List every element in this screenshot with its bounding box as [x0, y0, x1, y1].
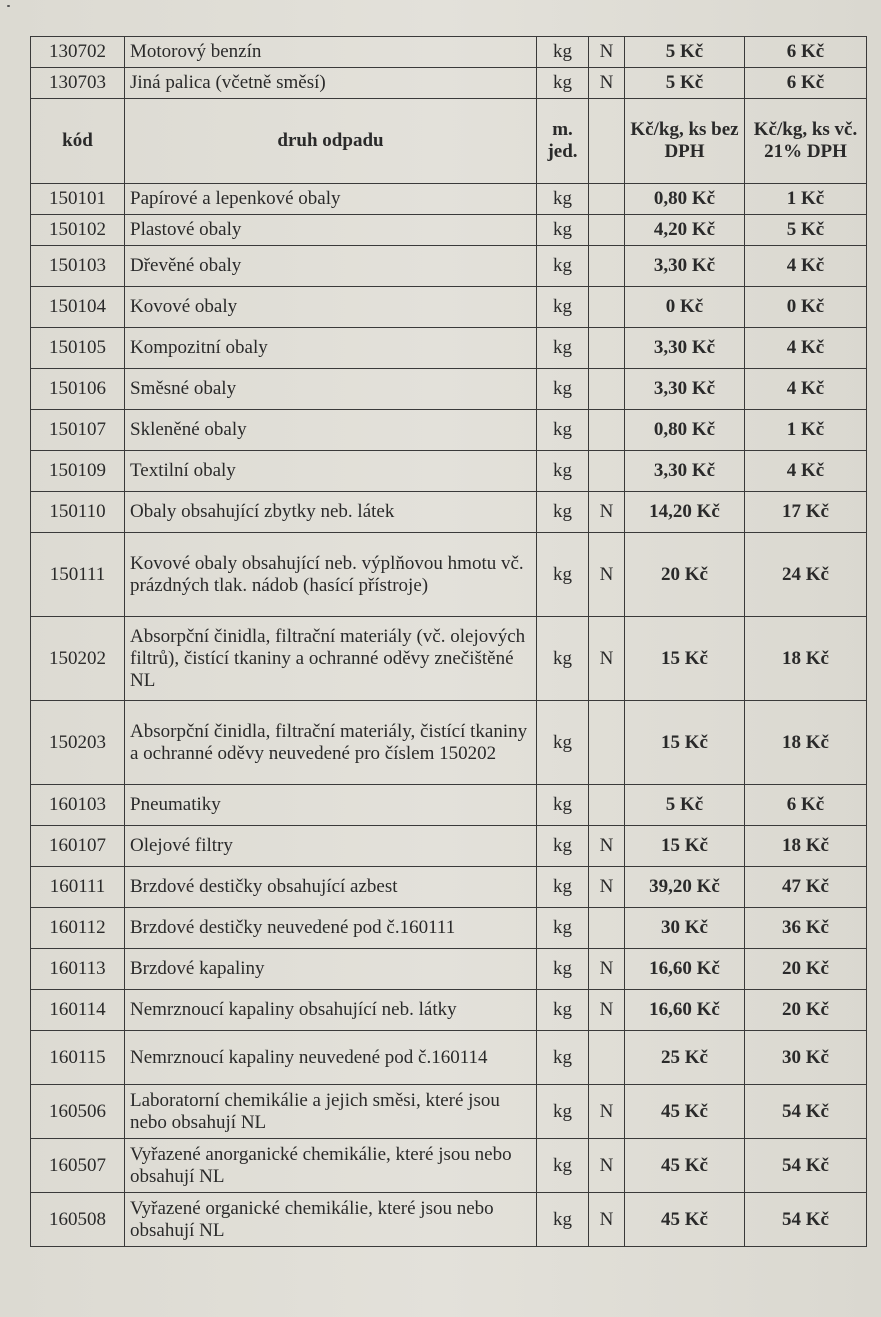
cell-code: 150107 — [31, 410, 125, 451]
cell-flag: N — [589, 949, 625, 990]
cell-unit: kg — [537, 533, 589, 617]
cell-price-vat: 4 Kč — [745, 246, 867, 287]
table-row — [31, 68, 867, 99]
header-price-vat: Kč/kg, ks vč. 21% DPH — [745, 99, 867, 184]
cell-price-vat: 5 Kč — [745, 215, 867, 246]
cell-code: 160111 — [31, 867, 125, 908]
cell-price-vat: 24 Kč — [745, 533, 867, 617]
cell-flag: N — [589, 990, 625, 1031]
cell-flag: N — [589, 533, 625, 617]
table-header — [31, 99, 867, 184]
cell-unit: kg — [537, 908, 589, 949]
cell-flag: N — [589, 1139, 625, 1193]
cell-flag — [589, 215, 625, 246]
cell-flag: N — [589, 1085, 625, 1139]
cell-unit: kg — [537, 68, 589, 99]
cell-price-vat: 4 Kč — [745, 451, 867, 492]
cell-name: Olejové filtry — [125, 826, 537, 867]
cell-price-vat: 18 Kč — [745, 826, 867, 867]
cell-unit: kg — [537, 215, 589, 246]
cell-flag: N — [589, 1193, 625, 1247]
header-unit: m. jed. — [537, 99, 589, 184]
cell-price-net: 15 Kč — [625, 617, 745, 701]
table-row — [31, 785, 867, 826]
cell-name: Dřevěné obaly — [125, 246, 537, 287]
table-row — [31, 184, 867, 215]
cell-price-vat: 0 Kč — [745, 287, 867, 328]
cell-price-net: 3,30 Kč — [625, 451, 745, 492]
table-row — [31, 826, 867, 867]
table-row — [31, 410, 867, 451]
cell-flag — [589, 184, 625, 215]
cell-price-net: 0 Kč — [625, 287, 745, 328]
table-row — [31, 990, 867, 1031]
header-flag — [589, 99, 625, 184]
cell-price-vat: 36 Kč — [745, 908, 867, 949]
cell-name: Obaly obsahující zbytky neb. látek — [125, 492, 537, 533]
cell-price-net: 0,80 Kč — [625, 410, 745, 451]
cell-price-net: 39,20 Kč — [625, 867, 745, 908]
cell-price-net: 0,80 Kč — [625, 184, 745, 215]
cell-price-net: 5 Kč — [625, 785, 745, 826]
table-row — [31, 287, 867, 328]
cell-unit: kg — [537, 990, 589, 1031]
cell-name: Vyřazené organické chemikálie, které jsou nebo obsahují NL — [125, 1193, 537, 1247]
cell-unit: kg — [537, 287, 589, 328]
cell-price-vat: 17 Kč — [745, 492, 867, 533]
cell-code: 150103 — [31, 246, 125, 287]
cell-unit: kg — [537, 617, 589, 701]
header-price-net: Kč/kg, ks bez DPH — [625, 99, 745, 184]
cell-price-net: 4,20 Kč — [625, 215, 745, 246]
cell-code: 160508 — [31, 1193, 125, 1247]
cell-name: Nemrznoucí kapaliny neuvedené pod č.160114 — [125, 1031, 537, 1085]
cell-price-vat: 6 Kč — [745, 37, 867, 68]
cell-name: Brzdové destičky neuvedené pod č.160111 — [125, 908, 537, 949]
cell-name: Nemrznoucí kapaliny obsahující neb. látky — [125, 990, 537, 1031]
cell-price-vat: 18 Kč — [745, 701, 867, 785]
cell-price-net: 14,20 Kč — [625, 492, 745, 533]
cell-code: 150111 — [31, 533, 125, 617]
cell-code: 160112 — [31, 908, 125, 949]
cell-price-vat: 54 Kč — [745, 1139, 867, 1193]
cell-name: Kompozitní obaly — [125, 328, 537, 369]
cell-price-vat: 6 Kč — [745, 68, 867, 99]
cell-code: 130702 — [31, 37, 125, 68]
header-row — [31, 99, 867, 184]
cell-name: Jiná palica (včetně směsí) — [125, 68, 537, 99]
table-top-rows — [31, 37, 867, 99]
cell-name: Pneumatiky — [125, 785, 537, 826]
cell-name: Motorový benzín — [125, 37, 537, 68]
cell-name: Směsné obaly — [125, 369, 537, 410]
cell-price-net: 45 Kč — [625, 1193, 745, 1247]
header-code: kód — [31, 99, 125, 184]
cell-unit: kg — [537, 1031, 589, 1085]
table-row — [31, 1193, 867, 1247]
table-row — [31, 369, 867, 410]
cell-name: Skleněné obaly — [125, 410, 537, 451]
table-row — [31, 908, 867, 949]
table-body — [31, 184, 867, 1247]
cell-price-net: 5 Kč — [625, 37, 745, 68]
cell-unit: kg — [537, 867, 589, 908]
table-row — [31, 533, 867, 617]
table-row — [31, 949, 867, 990]
cell-code: 160113 — [31, 949, 125, 990]
table-row — [31, 246, 867, 287]
cell-flag: N — [589, 826, 625, 867]
cell-unit: kg — [537, 785, 589, 826]
cell-flag — [589, 1031, 625, 1085]
cell-code: 150105 — [31, 328, 125, 369]
cell-price-vat: 4 Kč — [745, 328, 867, 369]
cell-flag — [589, 701, 625, 785]
cell-price-vat: 54 Kč — [745, 1085, 867, 1139]
cell-unit: kg — [537, 492, 589, 533]
cell-name: Laboratorní chemikálie a jejich směsi, které jsou nebo obsahují NL — [125, 1085, 537, 1139]
cell-code: 160506 — [31, 1085, 125, 1139]
table-row — [31, 1085, 867, 1139]
cell-name: Brzdové destičky obsahující azbest — [125, 867, 537, 908]
cell-price-vat: 18 Kč — [745, 617, 867, 701]
cell-code: 150101 — [31, 184, 125, 215]
cell-price-net: 25 Kč — [625, 1031, 745, 1085]
table-row — [31, 617, 867, 701]
cell-price-vat: 54 Kč — [745, 1193, 867, 1247]
cell-name: Textilní obaly — [125, 451, 537, 492]
cell-flag — [589, 785, 625, 826]
cell-flag: N — [589, 37, 625, 68]
cell-unit: kg — [537, 1139, 589, 1193]
cell-flag — [589, 369, 625, 410]
cell-flag — [589, 287, 625, 328]
cell-price-net: 45 Kč — [625, 1085, 745, 1139]
table-row — [31, 328, 867, 369]
cell-code: 160115 — [31, 1031, 125, 1085]
cell-flag — [589, 451, 625, 492]
cell-unit: kg — [537, 1085, 589, 1139]
cell-price-net: 20 Kč — [625, 533, 745, 617]
cell-price-vat: 30 Kč — [745, 1031, 867, 1085]
cell-price-vat: 1 Kč — [745, 410, 867, 451]
cell-name: Absorpční činidla, filtrační materiály (vč. olejových filtrů), čistící tkaniny a ochranné oděvy znečištěné NL — [125, 617, 537, 701]
cell-flag: N — [589, 867, 625, 908]
cell-name: Kovové obaly obsahující neb. výplňovou hmotu vč. prázdných tlak. nádob (hasící přístroje) — [125, 533, 537, 617]
cell-code: 150109 — [31, 451, 125, 492]
cell-name: Brzdové kapaliny — [125, 949, 537, 990]
cell-price-vat: 47 Kč — [745, 867, 867, 908]
cell-name: Kovové obaly — [125, 287, 537, 328]
table-row — [31, 1139, 867, 1193]
cell-name: Papírové a lepenkové obaly — [125, 184, 537, 215]
cell-unit: kg — [537, 37, 589, 68]
cell-unit: kg — [537, 1193, 589, 1247]
table-row — [31, 37, 867, 68]
cell-code: 160107 — [31, 826, 125, 867]
cell-name: Vyřazené anorganické chemikálie, které jsou nebo obsahují NL — [125, 1139, 537, 1193]
cell-unit: kg — [537, 184, 589, 215]
header-name: druh odpadu — [125, 99, 537, 184]
cell-price-net: 15 Kč — [625, 826, 745, 867]
cell-flag — [589, 246, 625, 287]
cell-code: 150104 — [31, 287, 125, 328]
cell-price-vat: 1 Kč — [745, 184, 867, 215]
cell-price-vat: 4 Kč — [745, 369, 867, 410]
scan-speck — [7, 5, 10, 7]
table-row — [31, 215, 867, 246]
cell-unit: kg — [537, 701, 589, 785]
cell-flag — [589, 410, 625, 451]
cell-price-net: 30 Kč — [625, 908, 745, 949]
cell-code: 160103 — [31, 785, 125, 826]
cell-unit: kg — [537, 246, 589, 287]
cell-flag — [589, 908, 625, 949]
cell-code: 150203 — [31, 701, 125, 785]
cell-flag — [589, 328, 625, 369]
cell-unit: kg — [537, 328, 589, 369]
cell-code: 150202 — [31, 617, 125, 701]
table-row — [31, 492, 867, 533]
cell-price-net: 3,30 Kč — [625, 328, 745, 369]
table-row — [31, 1031, 867, 1085]
cell-unit: kg — [537, 949, 589, 990]
table-row — [31, 867, 867, 908]
cell-price-net: 45 Kč — [625, 1139, 745, 1193]
cell-price-net: 15 Kč — [625, 701, 745, 785]
waste-price-table — [30, 36, 867, 1247]
cell-price-vat: 20 Kč — [745, 990, 867, 1031]
cell-price-vat: 20 Kč — [745, 949, 867, 990]
cell-price-net: 16,60 Kč — [625, 949, 745, 990]
cell-name: Plastové obaly — [125, 215, 537, 246]
cell-name: Absorpční činidla, filtrační materiály, čistící tkaniny a ochranné oděvy neuvedené pro číslem 150202 — [125, 701, 537, 785]
cell-code: 130703 — [31, 68, 125, 99]
cell-price-vat: 6 Kč — [745, 785, 867, 826]
cell-flag: N — [589, 492, 625, 533]
cell-code: 150102 — [31, 215, 125, 246]
cell-flag: N — [589, 68, 625, 99]
cell-code: 160507 — [31, 1139, 125, 1193]
cell-price-net: 16,60 Kč — [625, 990, 745, 1031]
cell-price-net: 3,30 Kč — [625, 246, 745, 287]
cell-unit: kg — [537, 826, 589, 867]
cell-code: 160114 — [31, 990, 125, 1031]
cell-unit: kg — [537, 410, 589, 451]
cell-price-net: 5 Kč — [625, 68, 745, 99]
cell-code: 150106 — [31, 369, 125, 410]
table-row — [31, 701, 867, 785]
cell-price-net: 3,30 Kč — [625, 369, 745, 410]
table-row — [31, 451, 867, 492]
cell-unit: kg — [537, 369, 589, 410]
cell-flag: N — [589, 617, 625, 701]
cell-unit: kg — [537, 451, 589, 492]
cell-code: 150110 — [31, 492, 125, 533]
